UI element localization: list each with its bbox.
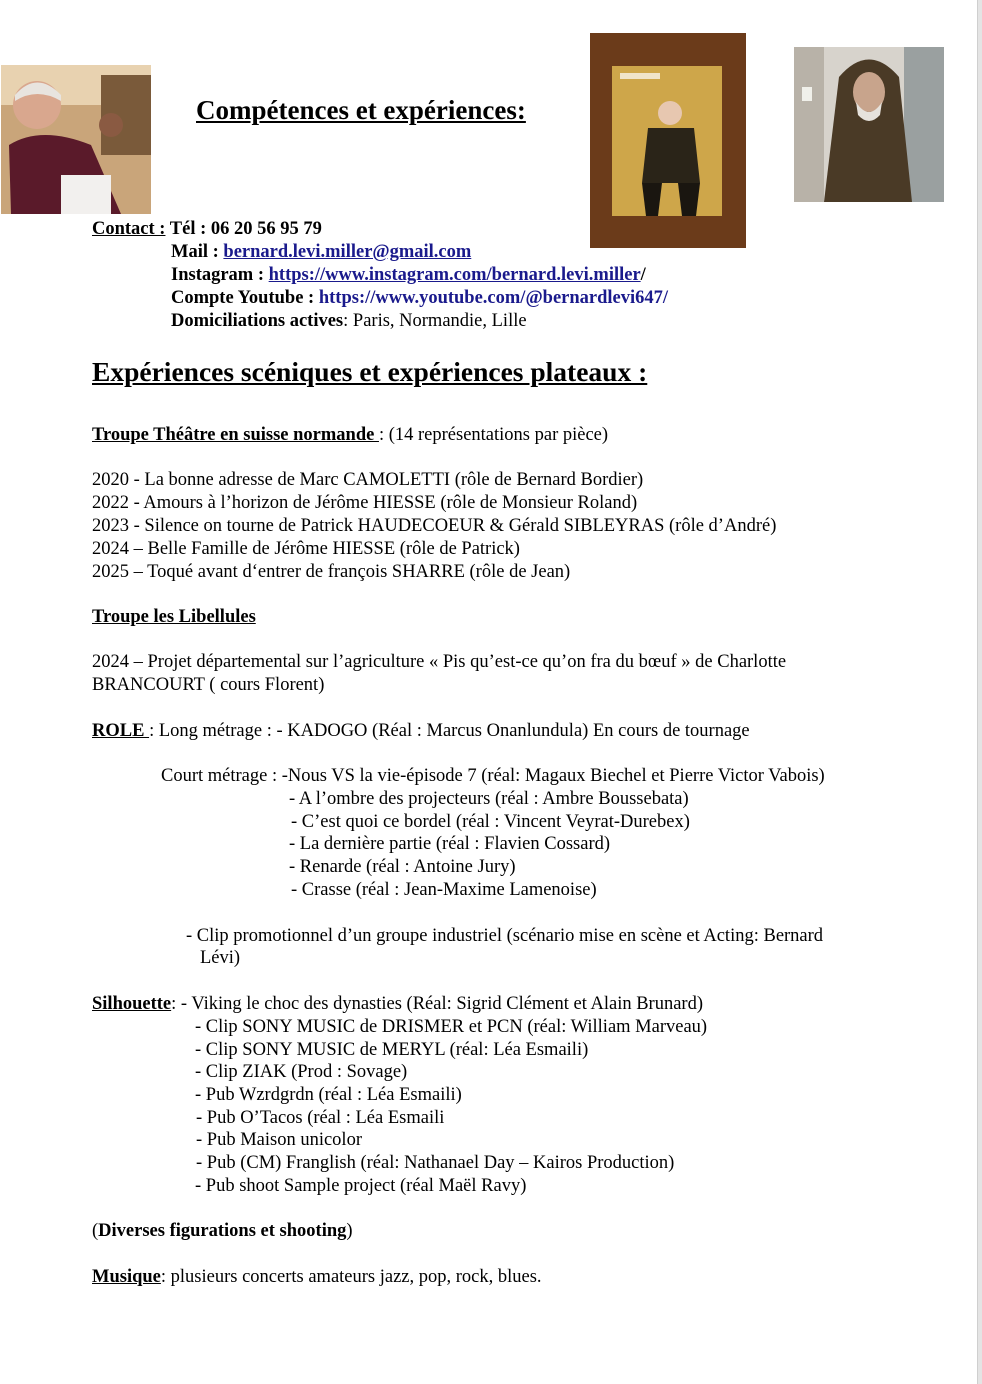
troupe2-line: 2024 – Projet départemental sur l’agriculture « Pis qu’est-ce qu’on fra du bœuf » de Charlotte [92,652,787,672]
portrait-photo [1,65,151,214]
play-item: 2024 – Belle Famille de Jérôme HIESSE (rôle de Patrick) [92,539,520,559]
court-item: - C’est quoi ce bordel (réal : Vincent Veyrat-Durebex) [291,812,690,832]
clip-line: - Clip promotionnel d’un groupe industriel (scénario mise en scène et Acting: Bernard [186,926,824,946]
silhouette-item: - Pub Maison unicolor [196,1130,362,1150]
role-label: ROLE [92,721,150,741]
contact-label: Contact : [92,219,166,239]
mail-link[interactable]: bernard.levi.miller@gmail.com [223,242,472,262]
court-item: - Renarde (réal : Antoine Jury) [289,857,516,877]
play-item: 2025 – Toqué avant d‘entrer de françois SHARRE (rôle de Jean) [92,562,571,582]
musique-line [92,1266,542,1289]
silhouette-item: - Clip SONY MUSIC de MERYL (réal: Léa Esmaili) [195,1040,589,1060]
musique-label: Musique [92,1267,161,1287]
court-first: Court métrage : -Nous VS la vie-épisode 7 (réal: Magaux Biechel et Pierre Victor Vabois) [161,766,825,786]
instagram-link[interactable]: https://www.instagram.com/bernard.levi.miller [268,265,641,285]
contact-tel: Tél : 06 20 56 95 79 [169,219,322,239]
role-long: : Long métrage : - KADOGO (Réal : Marcus Onanlundula) En cours de tournage [149,721,750,741]
silhouette-item: - Pub Wzrdgrdn (réal : Léa Esmaili) [195,1085,462,1105]
contact-line [92,218,322,241]
silhouette-item: : - Viking le choc des dynasties (Réal: Sigrid Clément et Alain Brunard) [171,994,703,1014]
diverses-line [92,1220,353,1243]
instagram-line [171,264,646,287]
silhouette-label: Silhouette [92,994,172,1014]
youtube-link[interactable]: https://www.youtube.com/@bernardlevi647/ [318,288,669,308]
silhouette-item: - Clip ZIAK (Prod : Sovage) [195,1062,408,1082]
instagram-label: Instagram : [171,265,269,285]
youtube-line [171,287,668,310]
mail-line [171,241,471,264]
play-item: 2023 - Silence on tourne de Patrick HAUDECOEUR & Gérald SIBLEYRAS (rôle d’André) [92,516,777,536]
domicile-label: Domiciliations actives [171,311,344,331]
instagram-suffix: / [640,265,646,285]
monk-costume-photo [794,47,944,202]
troupe2-line: BRANCOURT ( cours Florent) [92,675,325,695]
silhouette-item: - Pub shoot Sample project (réal Maël Ravy) [195,1176,527,1196]
youtube-label: Compte Youtube : [171,288,319,308]
mail-label: Mail : [171,242,224,262]
musique-text: : plusieurs concerts amateurs jazz, pop, rock, blues. [160,1267,542,1287]
stage-photo [590,33,746,248]
page-title: Compétences et expériences: [196,95,526,125]
page-edge [977,0,982,1384]
domicile-line [171,310,527,333]
court-item: - La dernière partie (réal : Flavien Cossard) [289,834,611,854]
troupe2-name: Troupe les Libellules [92,607,256,627]
diverses-open: ( [92,1221,99,1241]
section-title: Expériences scéniques et expériences plateaux : [92,356,648,387]
troupe1-name: Troupe Théâtre en suisse normande [92,425,379,445]
diverses-text: Diverses figurations et shooting [98,1221,347,1241]
role-long-line [92,720,750,743]
play-item: 2020 - La bonne adresse de Marc CAMOLETTI (rôle de Bernard Bordier) [92,470,644,490]
silhouette-first [92,993,703,1016]
silhouette-item: - Pub O’Tacos (réal : Léa Esmaili [196,1108,445,1128]
clip-line: Lévi) [200,948,241,968]
court-item: - Crasse (réal : Jean-Maxime Lamenoise) [291,880,597,900]
troupe1-note: : (14 représentations par pièce) [378,425,609,445]
silhouette-item: - Clip SONY MUSIC de DRISMER et PCN (réal: William Marveau) [195,1017,708,1037]
diverses-close: ) [346,1221,353,1241]
play-item: 2022 - Amours à l’horizon de Jérôme HIESSE (rôle de Monsieur Roland) [92,493,638,513]
domicile-value: : Paris, Normandie, Lille [343,311,527,331]
silhouette-item: - Pub (CM) Franglish (réal: Nathanael Day – Kairos Production) [196,1153,675,1173]
troupe1-heading [92,424,608,447]
court-item: - A l’ombre des projecteurs (réal : Ambre Boussebata) [289,789,689,809]
